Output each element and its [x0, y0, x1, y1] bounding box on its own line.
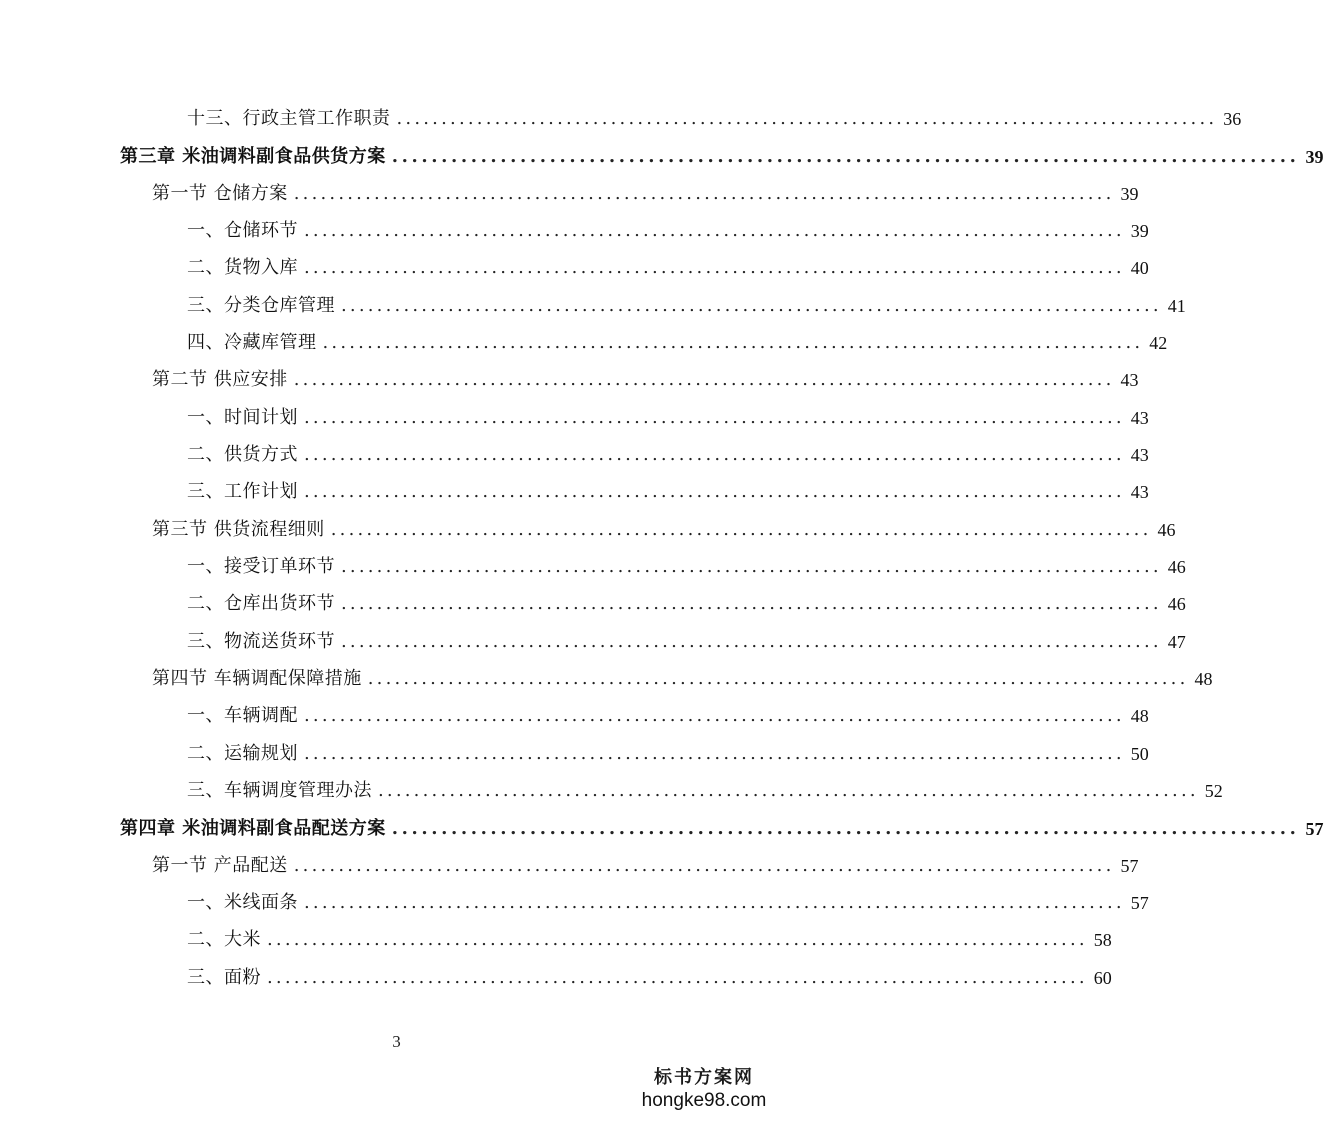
toc-entry[interactable]: [120, 366, 1139, 394]
toc-entry[interactable]: [120, 926, 1112, 954]
toc-entry-title: 一、时间计划: [187, 407, 298, 428]
dot-leader: ............................................................................................: [267, 967, 1088, 988]
toc-entry-title: 二、大米: [187, 929, 261, 950]
dot-leader: ............................................................................................: [391, 146, 1300, 167]
toc-entry-page: 39: [1130, 221, 1149, 241]
toc-entry-page: 42: [1149, 333, 1168, 353]
toc-entry-title: 第二节 供应安排: [152, 369, 288, 390]
dot-leader: ............................................................................................: [367, 668, 1189, 689]
toc-entry-title: 第三节 供货流程细则: [152, 519, 325, 540]
toc-entry[interactable]: [120, 852, 1139, 880]
toc-entry-page: 48: [1130, 706, 1149, 726]
dot-leader: ............................................................................................: [304, 892, 1125, 913]
toc-entry[interactable]: [120, 217, 1149, 245]
toc-entry-page: 52: [1204, 781, 1223, 801]
toc-entry[interactable]: [120, 702, 1149, 730]
toc-entry-title: 第三章 米油调料副食品供货方案: [120, 146, 386, 167]
watermark-url: hongke98.com: [641, 1090, 767, 1111]
toc-entry-page: 46: [1157, 520, 1176, 540]
toc-entry-title: 三、工作计划: [187, 481, 298, 502]
toc-entry-title: 三、车辆调度管理办法: [187, 780, 372, 801]
toc-entry-title: 一、米线面条: [187, 892, 298, 913]
toc-entry-title: 第四节 车辆调配保障措施: [152, 668, 362, 689]
toc-entry-page: 46: [1167, 557, 1186, 577]
toc-entry[interactable]: [120, 740, 1149, 768]
toc-entry-title: 三、物流送货环节: [187, 631, 335, 652]
toc-entry-page: 36: [1223, 109, 1242, 129]
dot-leader: ............................................................................................: [341, 295, 1162, 316]
toc-entry-page: 40: [1130, 258, 1149, 278]
toc-entry-page: 48: [1194, 669, 1213, 689]
toc-entry[interactable]: [120, 441, 1149, 469]
toc-entry-title: 二、运输规划: [187, 743, 298, 764]
toc-entry-title: 一、车辆调配: [187, 705, 298, 726]
toc-entry-page: 58: [1093, 930, 1112, 950]
toc-entry[interactable]: [120, 180, 1139, 208]
toc-entry-title: 二、供货方式: [187, 444, 298, 465]
toc-entry-page: 43: [1130, 408, 1149, 428]
toc-entry-page: 39: [1305, 147, 1324, 167]
toc-entry-page: 43: [1130, 482, 1149, 502]
toc-entry[interactable]: [120, 815, 1324, 843]
toc-entry-page: 39: [1120, 184, 1139, 204]
toc-entry-page: 47: [1167, 632, 1186, 652]
toc-entry-page: 43: [1120, 370, 1139, 390]
toc-entry[interactable]: [120, 254, 1149, 282]
dot-leader: ............................................................................................: [341, 631, 1162, 652]
toc-entry-title: 三、面粉: [187, 967, 261, 988]
toc-entry[interactable]: [120, 964, 1112, 992]
toc-entry[interactable]: [120, 777, 1223, 805]
dot-leader: ............................................................................................: [304, 481, 1125, 502]
toc-entry[interactable]: [120, 628, 1186, 656]
page-number: 3: [392, 1032, 401, 1051]
toc-entry-title: 二、货物入库: [187, 257, 298, 278]
dot-leader: ............................................................................................: [396, 108, 1218, 129]
toc-entry-title: 一、仓储环节: [187, 220, 298, 241]
toc-entry[interactable]: [120, 516, 1176, 544]
toc-entry-title: 二、仓库出货环节: [187, 593, 335, 614]
toc-entry-title: 第一节 产品配送: [152, 855, 288, 876]
dot-leader: ............................................................................................: [304, 257, 1125, 278]
dot-leader: ............................................................................................: [304, 220, 1125, 241]
toc-entry-title: 十三、行政主管工作职责: [187, 108, 391, 129]
toc-entry[interactable]: [120, 143, 1324, 171]
watermark: [629, 1066, 779, 1112]
toc-entry-title: 第四章 米油调料副食品配送方案: [120, 818, 386, 839]
toc-entry-page: 41: [1167, 296, 1186, 316]
toc-entry-page: 57: [1120, 856, 1139, 876]
dot-leader: ............................................................................................: [304, 444, 1125, 465]
toc-entry[interactable]: [120, 105, 1242, 133]
dot-leader: ............................................................................................: [341, 593, 1162, 614]
toc-entry-title: 四、冷藏库管理: [187, 332, 317, 353]
toc-entry-page: 50: [1130, 744, 1149, 764]
dot-leader: ............................................................................................: [293, 855, 1115, 876]
toc-entry[interactable]: [120, 292, 1186, 320]
toc-entry-page: 46: [1167, 594, 1186, 614]
toc-entry-page: 57: [1130, 893, 1149, 913]
toc-entry[interactable]: [120, 404, 1149, 432]
dot-leader: ............................................................................................: [330, 519, 1152, 540]
dot-leader: ............................................................................................: [267, 929, 1088, 950]
dot-leader: ............................................................................................: [304, 705, 1125, 726]
toc-entry[interactable]: [120, 478, 1149, 506]
toc-entry[interactable]: [120, 329, 1168, 357]
dot-leader: ............................................................................................: [304, 743, 1125, 764]
toc-entry[interactable]: [120, 889, 1149, 917]
toc-entry[interactable]: [120, 590, 1186, 618]
dot-leader: ............................................................................................: [293, 183, 1115, 204]
toc-entry-title: 第一节 仓储方案: [152, 183, 288, 204]
toc-entry-page: 57: [1305, 819, 1324, 839]
dot-leader: ............................................................................................: [304, 407, 1125, 428]
dot-leader: ............................................................................................: [341, 556, 1162, 577]
dot-leader: ............................................................................................: [391, 818, 1300, 839]
dot-leader: ............................................................................................: [378, 780, 1199, 801]
toc-entry-page: 60: [1093, 968, 1112, 988]
watermark-title: 标书方案网: [654, 1067, 754, 1088]
toc-entry[interactable]: [120, 553, 1186, 581]
toc-entry[interactable]: [120, 665, 1213, 693]
dot-leader: ............................................................................................: [322, 332, 1144, 353]
toc-entry-title: 一、接受订单环节: [187, 556, 335, 577]
toc-entry-title: 三、分类仓库管理: [187, 295, 335, 316]
dot-leader: ............................................................................................: [293, 369, 1115, 390]
toc-entry-page: 43: [1130, 445, 1149, 465]
